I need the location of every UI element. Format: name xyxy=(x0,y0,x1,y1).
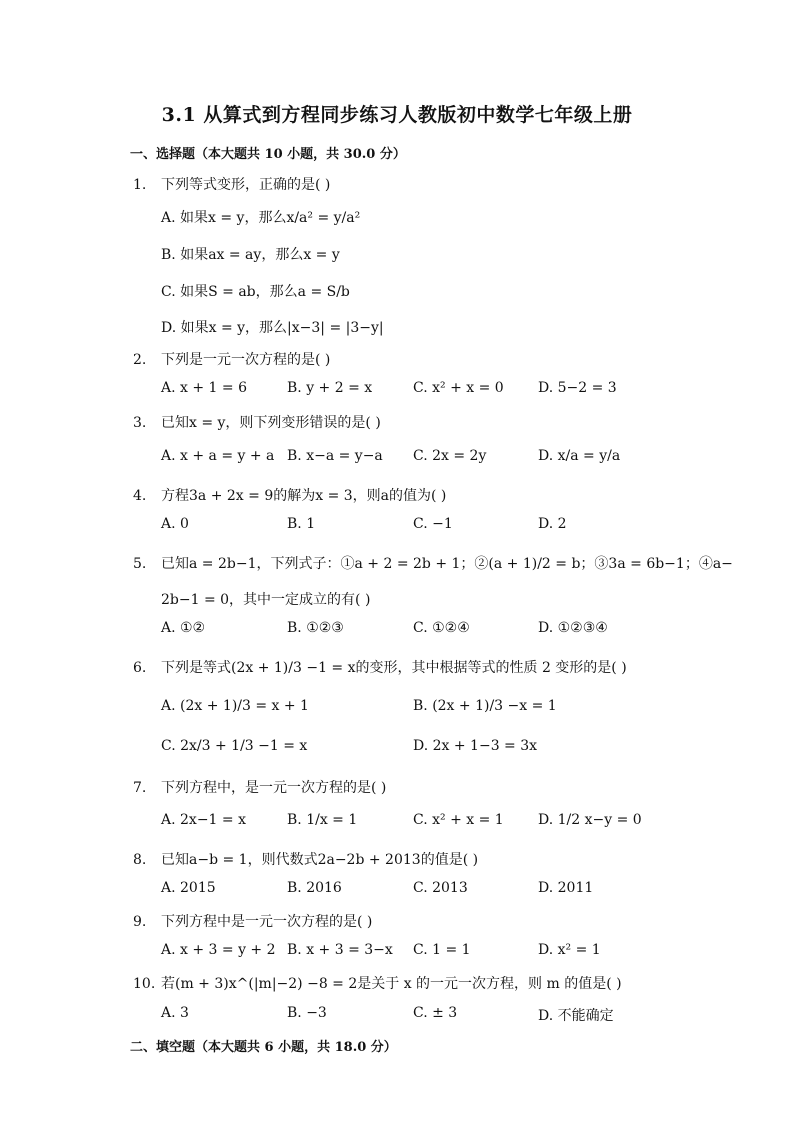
question-stem: 已知a−b = 1，则代数式2a−2b + 2013的值是( ) xyxy=(161,852,479,868)
option-6d: D. 2x + 1−3 = 3x xyxy=(413,738,538,754)
option-1a: A. 如果x = y，那么x/a² = y/a² xyxy=(161,210,361,226)
option-6a: A. (2x + 1)/3 = x + 1 xyxy=(161,698,309,714)
page-title: 3.1 从算式到方程同步练习人教版初中数学七年级上册 xyxy=(161,104,633,126)
question-stem: 已知a = 2b−1，下列式子：①a + 2 = 2b + 1；②(a + 1)/2 = b；③3a = 6b−1；④a− xyxy=(161,556,733,572)
option-7c: C. x² + x = 1 xyxy=(413,812,504,828)
option-1b: B. 如果ax = ay，那么x = y xyxy=(161,247,340,263)
option-4a: A. 0 xyxy=(161,516,189,532)
option-4d: D. 2 xyxy=(538,516,567,532)
question-stem: 下列方程中，是一元一次方程的是( ) xyxy=(161,780,387,796)
section-heading-fill-in: 二、填空题（本大题共 6 小题，共 18.0 分） xyxy=(130,1040,397,1055)
question-number: 8. xyxy=(133,852,147,868)
option-9d: D. x² = 1 xyxy=(538,942,601,958)
option-5a: A. ①② xyxy=(161,620,206,636)
question-stem: 下列是一元一次方程的是( ) xyxy=(161,352,331,368)
question-10 xyxy=(133,973,622,993)
question-6 xyxy=(133,657,627,677)
question-number: 9. xyxy=(133,914,147,930)
question-1 xyxy=(133,174,330,194)
option-3a: A. x + a = y + a xyxy=(161,448,275,464)
question-3 xyxy=(133,412,381,432)
option-2c: C. x² + x = 0 xyxy=(413,380,504,396)
option-8d: D. 2011 xyxy=(538,880,594,896)
option-2d: D. 5−2 = 3 xyxy=(538,380,617,396)
option-9b: B. x + 3 = 3−x xyxy=(287,942,393,958)
option-4b: B. 1 xyxy=(287,516,316,532)
question-9 xyxy=(133,911,372,931)
question-stem: 若(m + 3)x^(|m|−2) −8 = 2是关于 x 的一元一次方程，则 m 的值是( ) xyxy=(161,976,622,992)
question-stem: 下列方程中是一元一次方程的是( ) xyxy=(161,914,373,930)
option-8a: A. 2015 xyxy=(161,880,216,896)
question-stem: 已知x = y，则下列变形错误的是( ) xyxy=(161,415,381,431)
question-2 xyxy=(133,349,330,369)
question-stem: 方程3a + 2x = 9的解为x = 3，则a的值为( ) xyxy=(161,488,447,504)
question-7 xyxy=(133,777,386,797)
question-stem: 下列等式变形，正确的是( ) xyxy=(161,177,331,193)
question-5 xyxy=(133,553,733,573)
question-number: 1. xyxy=(133,177,147,193)
option-6c: C. 2x/3 + 1/3 −1 = x xyxy=(161,738,308,754)
option-8b: B. 2016 xyxy=(287,880,342,896)
option-10a: A. 3 xyxy=(161,1005,189,1021)
option-3d: D. x/a = y/a xyxy=(538,448,621,464)
option-5d: D. ①②③④ xyxy=(538,620,608,636)
option-5b: B. ①②③ xyxy=(287,620,344,636)
question-number: 10. xyxy=(133,976,156,992)
question-4 xyxy=(133,485,446,505)
question-number: 3. xyxy=(133,415,147,431)
question-8 xyxy=(133,849,478,869)
option-3b: B. x−a = y−a xyxy=(287,448,383,464)
option-7d: D. 1/2 x−y = 0 xyxy=(538,812,642,828)
option-7b: B. 1/x = 1 xyxy=(287,812,358,828)
question-5-continued: 2b−1 = 0，其中一定成立的有( ) xyxy=(161,592,371,608)
option-10c: C. ± 3 xyxy=(413,1005,458,1021)
question-number: 7. xyxy=(133,780,147,796)
option-4c: C. −1 xyxy=(413,516,453,532)
option-3c: C. 2x = 2y xyxy=(413,448,487,464)
option-10b: B. −3 xyxy=(287,1005,327,1021)
question-number: 5. xyxy=(133,556,147,572)
option-9a: A. x + 3 = y + 2 xyxy=(161,942,276,958)
option-10d: D. 不能确定 xyxy=(538,1008,614,1024)
question-stem: 下列是等式(2x + 1)/3 −1 = x的变形，其中根据等式的性质 2 变形的是( ) xyxy=(161,660,627,676)
option-8c: C. 2013 xyxy=(413,880,468,896)
option-6b: B. (2x + 1)/3 −x = 1 xyxy=(413,698,557,714)
option-1c: C. 如果S = ab，那么a = S/b xyxy=(161,284,350,300)
question-number: 6. xyxy=(133,660,147,676)
option-2a: A. x + 1 = 6 xyxy=(161,380,247,396)
option-2b: B. y + 2 = x xyxy=(287,380,373,396)
option-7a: A. 2x−1 = x xyxy=(161,812,246,828)
option-1d: D. 如果x = y，那么|x−3| = |3−y| xyxy=(161,320,384,336)
question-number: 4. xyxy=(133,488,147,504)
option-9c: C. 1 = 1 xyxy=(413,942,471,958)
section-heading-choice: 一、选择题（本大题共 10 小题，共 30.0 分） xyxy=(130,147,406,162)
option-5c: C. ①②④ xyxy=(413,620,470,636)
question-number: 2. xyxy=(133,352,147,368)
